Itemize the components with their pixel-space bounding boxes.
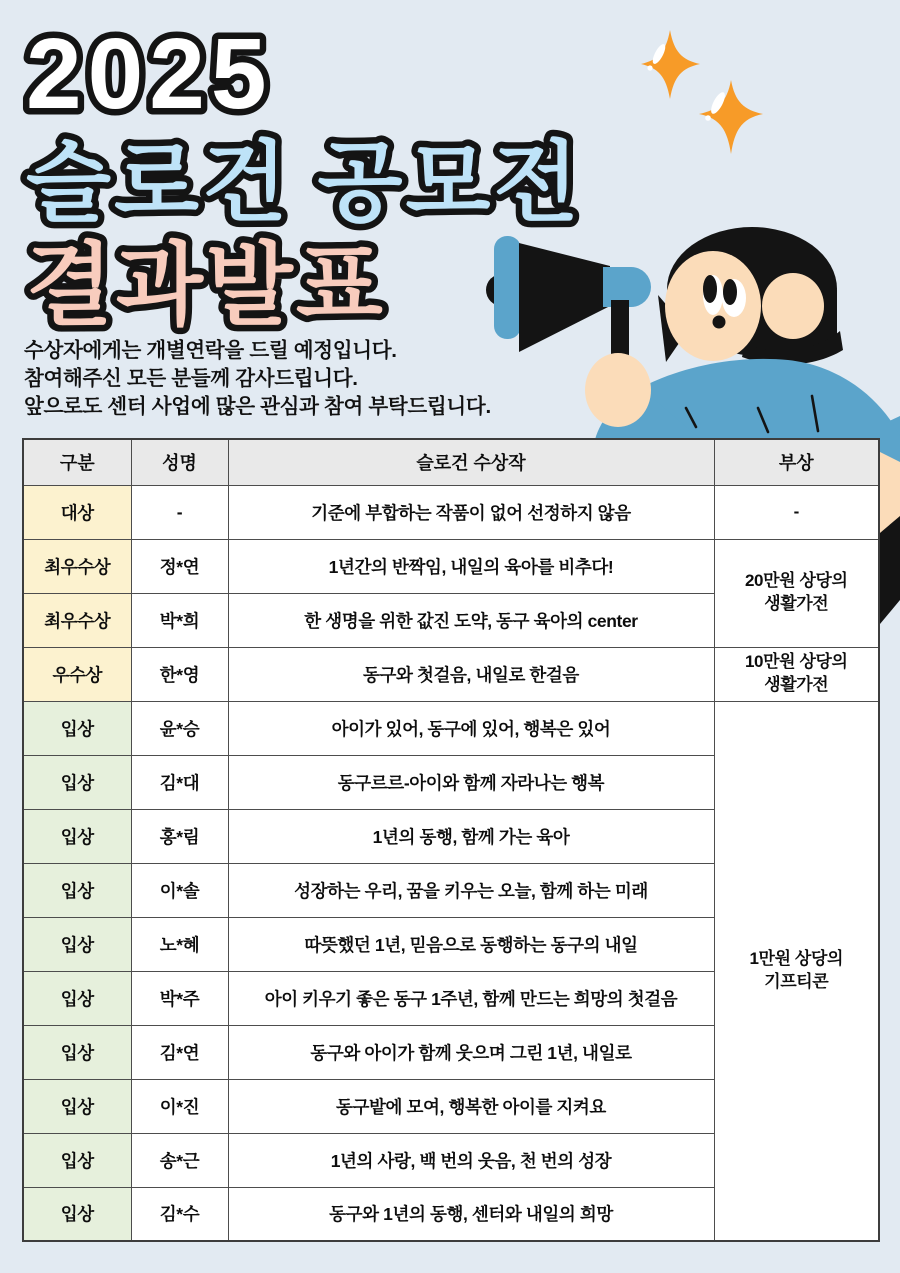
slogan-cell: 기준에 부합하는 작품이 없어 선정하지 않음 [228,485,714,539]
title-line2: 슬로건 공모전 [26,133,582,232]
name-cell: 이*진 [131,1079,228,1133]
slogan-cell: 아이 키우기 좋은 동구 1주년, 함께 만드는 희망의 첫걸음 [228,971,714,1025]
prize-line: 1만원 상당의 [749,948,843,968]
title-year: 2025 [26,18,273,130]
name-cell: 박*희 [131,593,228,647]
prize-cell [714,539,879,647]
prize-line: 20만원 상당의 [744,571,848,591]
rank-cell: 입상 [23,863,131,917]
prize-line: 10만원 상당의 [744,652,848,672]
slogan-cell: 동구와 첫걸음, 내일로 한걸음 [228,647,714,701]
rank-cell: 입상 [23,701,131,755]
title-line3: 결과발표 [26,236,386,336]
name-cell: 홍*림 [131,809,228,863]
intro-text [24,337,491,421]
intro-line: 참여해주신 모든 분들께 감사드립니다. [24,367,358,390]
slogan-cell: 동구와 아이가 함께 웃으며 그린 1년, 내일로 [228,1025,714,1079]
slogan-cell: 한 생명을 위한 값진 도약, 동구 육아의 center [228,593,714,647]
prize-cell [714,647,879,701]
intro-line: 앞으로도 센터 사업에 많은 관심과 참여 부탁드립니다. [24,395,491,418]
header-name: 성명 [131,439,228,485]
header-slogan: 슬로건 수상작 [228,439,714,485]
results-table-header [23,439,879,485]
rank-cell: 입상 [23,755,131,809]
rank-cell: 입상 [23,809,131,863]
prize-line: 생활가전 [764,594,829,613]
rank-cell: 입상 [23,971,131,1025]
slogan-cell: 1년간의 반짝임, 내일의 육아를 비추다! [228,539,714,593]
prize-line: 생활가전 [764,675,829,694]
slogan-cell: 아이가 있어, 동구에 있어, 행복은 있어 [228,701,714,755]
slogan-cell: 1년의 사랑, 백 번의 웃음, 천 번의 성장 [228,1133,714,1187]
name-cell: 한*영 [131,647,228,701]
rank-cell: 우수상 [23,647,131,701]
prize-line: - [793,501,799,521]
table-row [23,647,879,701]
results-table [22,438,880,1242]
slogan-cell: 성장하는 우리, 꿈을 키우는 오늘, 함께 하는 미래 [228,863,714,917]
rank-cell: 입상 [23,1187,131,1241]
name-cell: 윤*승 [131,701,228,755]
name-cell: 송*근 [131,1133,228,1187]
name-cell: - [131,485,228,539]
rank-cell: 최우수상 [23,593,131,647]
rank-cell: 입상 [23,1133,131,1187]
name-cell: 김*연 [131,1025,228,1079]
header-category: 구분 [23,439,131,485]
header-prize: 부상 [714,439,879,485]
name-cell: 김*대 [131,755,228,809]
name-cell: 정*연 [131,539,228,593]
table-row [23,485,879,539]
results-table-body [23,485,879,1241]
rank-cell: 대상 [23,485,131,539]
prize-cell [714,485,879,539]
header-row [23,439,879,485]
slogan-cell: 동구르르-아이와 함께 자라나는 행복 [228,755,714,809]
table-row [23,701,879,755]
prize-line: 기프티콘 [764,971,829,991]
name-cell: 노*혜 [131,917,228,971]
name-cell: 이*솔 [131,863,228,917]
table-row [23,539,879,593]
slogan-cell: 동구밭에 모여, 행복한 아이를 지켜요 [228,1079,714,1133]
prize-cell [714,701,879,1241]
poster-title [0,0,900,345]
rank-cell: 입상 [23,917,131,971]
hand-shape [585,353,651,427]
slogan-cell: 1년의 동행, 함께 가는 육아 [228,809,714,863]
name-cell: 김*수 [131,1187,228,1241]
rank-cell: 최우수상 [23,539,131,593]
rank-cell: 입상 [23,1079,131,1133]
rank-cell: 입상 [23,1025,131,1079]
intro-line: 수상자에게는 개별연락을 드릴 예정입니다. [24,339,397,362]
slogan-cell: 따뜻했던 1년, 믿음으로 동행하는 동구의 내일 [228,917,714,971]
name-cell: 박*주 [131,971,228,1025]
slogan-cell: 동구와 1년의 동행, 센터와 내일의 희망 [228,1187,714,1241]
